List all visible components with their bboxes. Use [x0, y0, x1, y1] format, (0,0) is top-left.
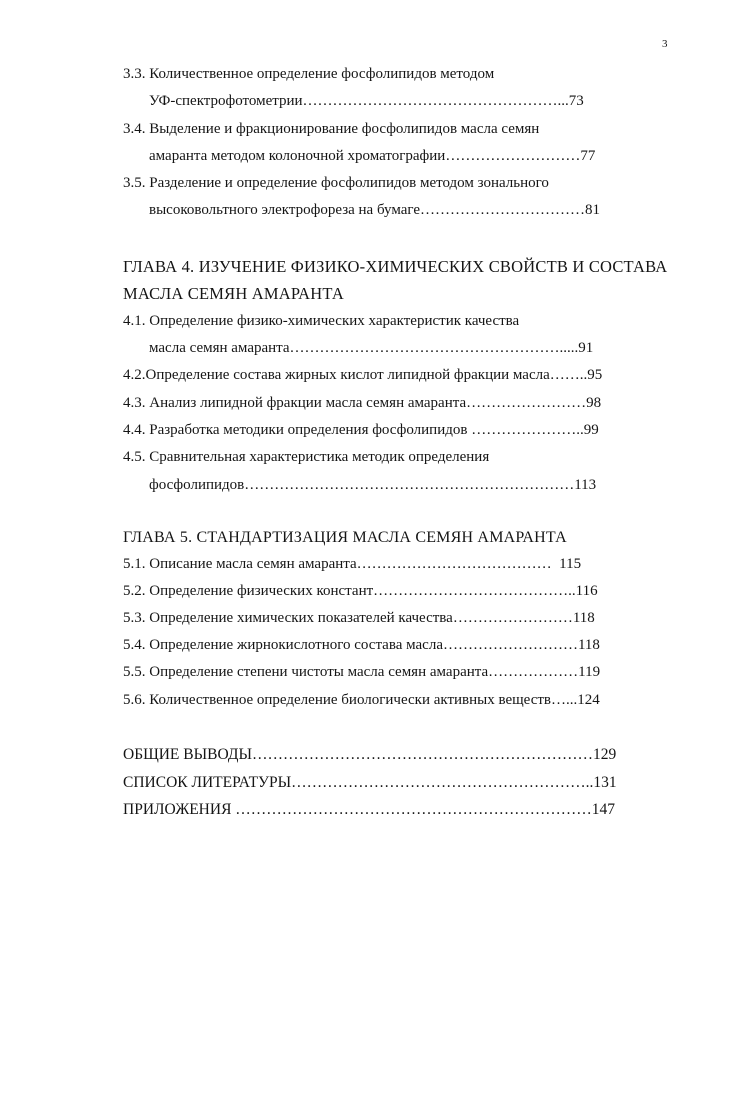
toc-entry-3-3-line1: 3.3. Количественное определение фосфолипидов методом [123, 66, 495, 82]
toc-entry-conclusions: ОБЩИЕ ВЫВОДЫ…………………………………………………………129 [123, 746, 617, 763]
chapter-5-heading: ГЛАВА 5. СТАНДАРТИЗАЦИЯ МАСЛА СЕМЯН АМАРАНТА [123, 529, 567, 546]
toc-entry-4-5-line2: фосфолипидов…………………………………………………………113 [149, 477, 597, 493]
toc-entry-3-3-line2: УФ-спектрофотометрии……………………………………………...73 [149, 93, 584, 109]
toc-entry-4-4: 4.4. Разработка методики определения фосфолипидов …………………..99 [123, 422, 599, 438]
toc-entry-3-4-line1: 3.4. Выделение и фракционирование фосфолипидов масла семян [123, 121, 540, 137]
chapter-4-heading-line2: МАСЛА СЕМЯН АМАРАНТА [123, 284, 344, 303]
page-number: 3 [662, 38, 668, 50]
toc-entry-5-3: 5.3. Определение химических показателей качества……………………118 [123, 610, 595, 626]
toc-entry-5-1: 5.1. Описание масла семян амаранта………………………………… 115 [123, 556, 582, 572]
chapter-4-heading-line1: ГЛАВА 4. ИЗУЧЕНИЕ ФИЗИКО-ХИМИЧЕСКИХ СВОЙСТВ И СОСТАВА [123, 257, 668, 276]
toc-entry-3-5-line2: высоковольтного электрофореза на бумаге……………………………81 [149, 202, 600, 218]
toc-entry-references: СПИСОК ЛИТЕРАТУРЫ…………………………………………………..131 [123, 774, 617, 791]
toc-entry-5-6: 5.6. Количественное определение биологически активных веществ…...124 [123, 692, 600, 708]
toc-entry-3-4-line2: амаранта методом колоночной хроматографии………………………77 [149, 148, 596, 164]
toc-entry-4-2: 4.2.Определение состава жирных кислот липидной фракции масла……..95 [123, 367, 603, 383]
toc-entry-3-5-line1: 3.5. Разделение и определение фосфолипидов методом зонального [123, 175, 549, 191]
toc-entry-4-1-line1: 4.1. Определение физико-химических характеристик качества [123, 313, 520, 329]
toc-entry-4-1-line2: масла семян амаранта……………………………………………….....91 [149, 340, 594, 356]
toc-entry-5-5: 5.5. Определение степени чистоты масла семян амаранта………………119 [123, 664, 601, 680]
toc-entry-5-2: 5.2. Определение физических констант…………………………………..116 [123, 583, 598, 599]
toc-entry-4-3: 4.3. Анализ липидной фракции масла семян амаранта……………………98 [123, 395, 602, 411]
toc-entry-appendices: ПРИЛОЖЕНИЯ ……………………………………………………………147 [123, 801, 616, 818]
toc-entry-4-5-line1: 4.5. Сравнительная характеристика методик определения [123, 449, 490, 465]
toc-entry-5-4: 5.4. Определение жирнокислотного состава масла………………………118 [123, 637, 600, 653]
